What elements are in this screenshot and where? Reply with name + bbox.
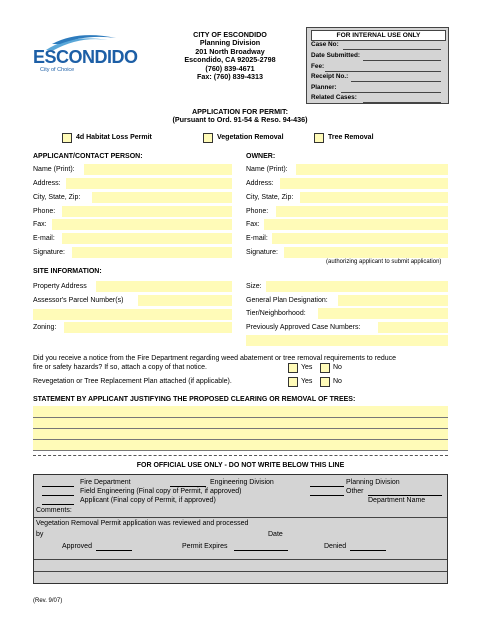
applicant-fax-field[interactable] [52,219,232,230]
prev-cases-label: Previously Approved Case Numbers: [246,324,361,331]
case-no-label: Case No: [311,41,339,48]
page-title [150,108,330,125]
date-label: Date [268,531,283,538]
reviewed-text: Vegetation Removal Permit application was reviewed and processed [36,520,249,527]
engineering-label: Engineering Division [210,479,274,486]
tree-removal-label: Tree Removal [328,134,374,141]
applicant-signature-label: Signature: [33,249,65,256]
fee-label: Fee: [311,63,325,70]
applicant-citystate-field[interactable] [92,192,232,203]
applicant-email-label: E-mail: [33,235,55,242]
fire-dept-label: Fire Department [80,479,131,486]
owner-address-label: Address: [246,180,274,187]
owner-fax-label: Fax: [246,221,260,228]
owner-citystate-label: City, State, Zip: [246,194,294,201]
owner-name-label: Name (Print): [246,166,288,173]
owner-citystate-field[interactable] [300,192,448,203]
parcel-number-label: Assessor's Parcel Number(s) [33,297,124,304]
reveg-question: Revegetation or Tree Replacement Plan attached (if applicable). [33,378,232,385]
applicant-copy-label: Applicant (Final copy of Permit, if approved) [80,497,216,504]
receipt-no-label: Receipt No.: [311,73,349,80]
owner-address-field[interactable] [280,178,448,189]
internal-use-title: FOR INTERNAL USE ONLY [311,30,446,41]
reveg-yes-checkbox[interactable] [288,377,298,387]
size-field[interactable] [266,281,448,292]
owner-email-field[interactable] [272,233,448,244]
general-plan-label: General Plan Designation: [246,297,328,304]
official-use-divider [33,455,448,456]
applicant-phone-label: Phone: [33,208,56,215]
habitat-loss-label: 4d Habitat Loss Permit [76,134,152,141]
statement-heading: STATEMENT BY APPLICANT JUSTIFYING THE PROPOSED CLEARING OR REMOVAL OF TREES: [33,396,356,403]
applicant-address-field[interactable] [66,178,232,189]
header-address [150,31,310,81]
applicant-signature-field[interactable] [72,247,232,258]
reveg-yes-label: Yes [301,378,313,385]
fire-notice-no-label: No [333,364,342,371]
internal-use-box [306,27,449,104]
prev-cases-field-2[interactable] [246,335,448,346]
applicant-name-field[interactable] [84,164,232,175]
fire-notice-yes-checkbox[interactable] [288,363,298,373]
other-label: Other [346,488,364,495]
fire-notice-no-checkbox[interactable] [320,363,330,373]
header-street: 201 North Broadway [195,46,265,56]
owner-phone-field[interactable] [276,206,448,217]
header-citystate: Escondido, CA 92025-2798 [184,55,276,65]
owner-heading: OWNER: [246,153,276,160]
prev-cases-field[interactable] [378,322,448,333]
header-division: Planning Division [199,38,261,48]
fire-question-line2: fire or safety hazards? If so, attach a copy of that notice. [33,364,207,371]
reveg-no-label: No [333,378,342,385]
by-label: by [36,531,44,538]
reveg-no-checkbox[interactable] [320,377,330,387]
owner-name-field[interactable] [296,164,448,175]
applicant-citystate-label: City, State, Zip: [33,194,81,201]
official-use-box [33,474,448,584]
parcel-number-field[interactable] [138,295,232,306]
habitat-loss-checkbox[interactable] [62,133,72,143]
header-phone: (760) 839-4671 [205,63,255,73]
planner-field[interactable] [341,84,441,93]
applicant-heading: APPLICANT/CONTACT PERSON: [33,153,143,160]
site-info-heading: SITE INFORMATION: [33,268,102,275]
receipt-no-field[interactable] [351,73,441,82]
comments-label: Comments: [36,507,72,514]
zoning-field[interactable] [64,322,232,333]
city-logo [30,30,138,80]
date-submitted-label: Date Submitted: [311,52,360,59]
approved-label: Approved [62,543,92,550]
owner-signature-label: Signature: [246,249,278,256]
owner-fax-field[interactable] [264,219,448,230]
tree-removal-checkbox[interactable] [314,133,324,143]
owner-email-label: E-mail: [246,235,268,242]
applicant-phone-field[interactable] [62,206,232,217]
tier-field[interactable] [318,308,448,319]
fire-question-line1: Did you receive a notice from the Fire Department regarding weed abatement or tree removal requirements to reduce [33,355,397,362]
planning-label: Planning Division [346,479,400,486]
case-no-field[interactable] [343,41,441,50]
form-subtitle: (Pursuant to Ord. 91-54 & Reso. 94-436) [172,115,308,125]
owner-signature-field[interactable] [284,247,448,258]
vegetation-removal-checkbox[interactable] [203,133,213,143]
applicant-fax-label: Fax: [33,221,47,228]
property-address-label: Property Address [33,283,87,290]
property-address-field[interactable] [96,281,232,292]
planner-label: Planner: [311,84,337,91]
vegetation-removal-label: Vegetation Removal [217,134,284,141]
owner-authorization-note: (authorizing applicant to submit application) [326,259,442,265]
form-title: APPLICATION FOR PERMIT: [191,107,289,116]
header-city: CITY OF ESCONDIDO [193,30,267,39]
zoning-label: Zoning: [33,324,57,331]
parcel-number-field-2[interactable] [33,309,232,320]
permit-expires-label: Permit Expires [182,543,228,550]
revision-note: (Rev. 9/07) [33,598,63,604]
size-label: Size: [246,283,262,290]
applicant-address-label: Address: [33,180,61,187]
header-fax: Fax: (760) 839-4313 [197,72,263,82]
logo-tagline: City of Choice [40,67,75,73]
fee-field[interactable] [325,63,441,72]
official-use-heading: FOR OFFICIAL USE ONLY - DO NOT WRITE BELOW THIS LINE [136,462,345,469]
related-cases-field[interactable] [363,94,441,103]
related-cases-label: Related Cases: [311,94,357,101]
fire-notice-yes-label: Yes [301,364,313,371]
date-submitted-field[interactable] [363,52,441,61]
denied-label: Denied [324,543,347,550]
field-eng-label: Field Engineering (Final copy of Permit, if approved) [80,488,242,495]
applicant-email-field[interactable] [62,233,232,244]
owner-phone-label: Phone: [246,208,269,215]
general-plan-field[interactable] [338,295,448,306]
dept-name-label: Department Name [368,497,426,504]
logo-wordmark: ESCONDIDO [33,47,138,67]
tier-label: Tier/Neighborhood: [246,310,306,317]
applicant-name-label: Name (Print): [33,166,75,173]
statement-text-area[interactable] [33,406,448,450]
